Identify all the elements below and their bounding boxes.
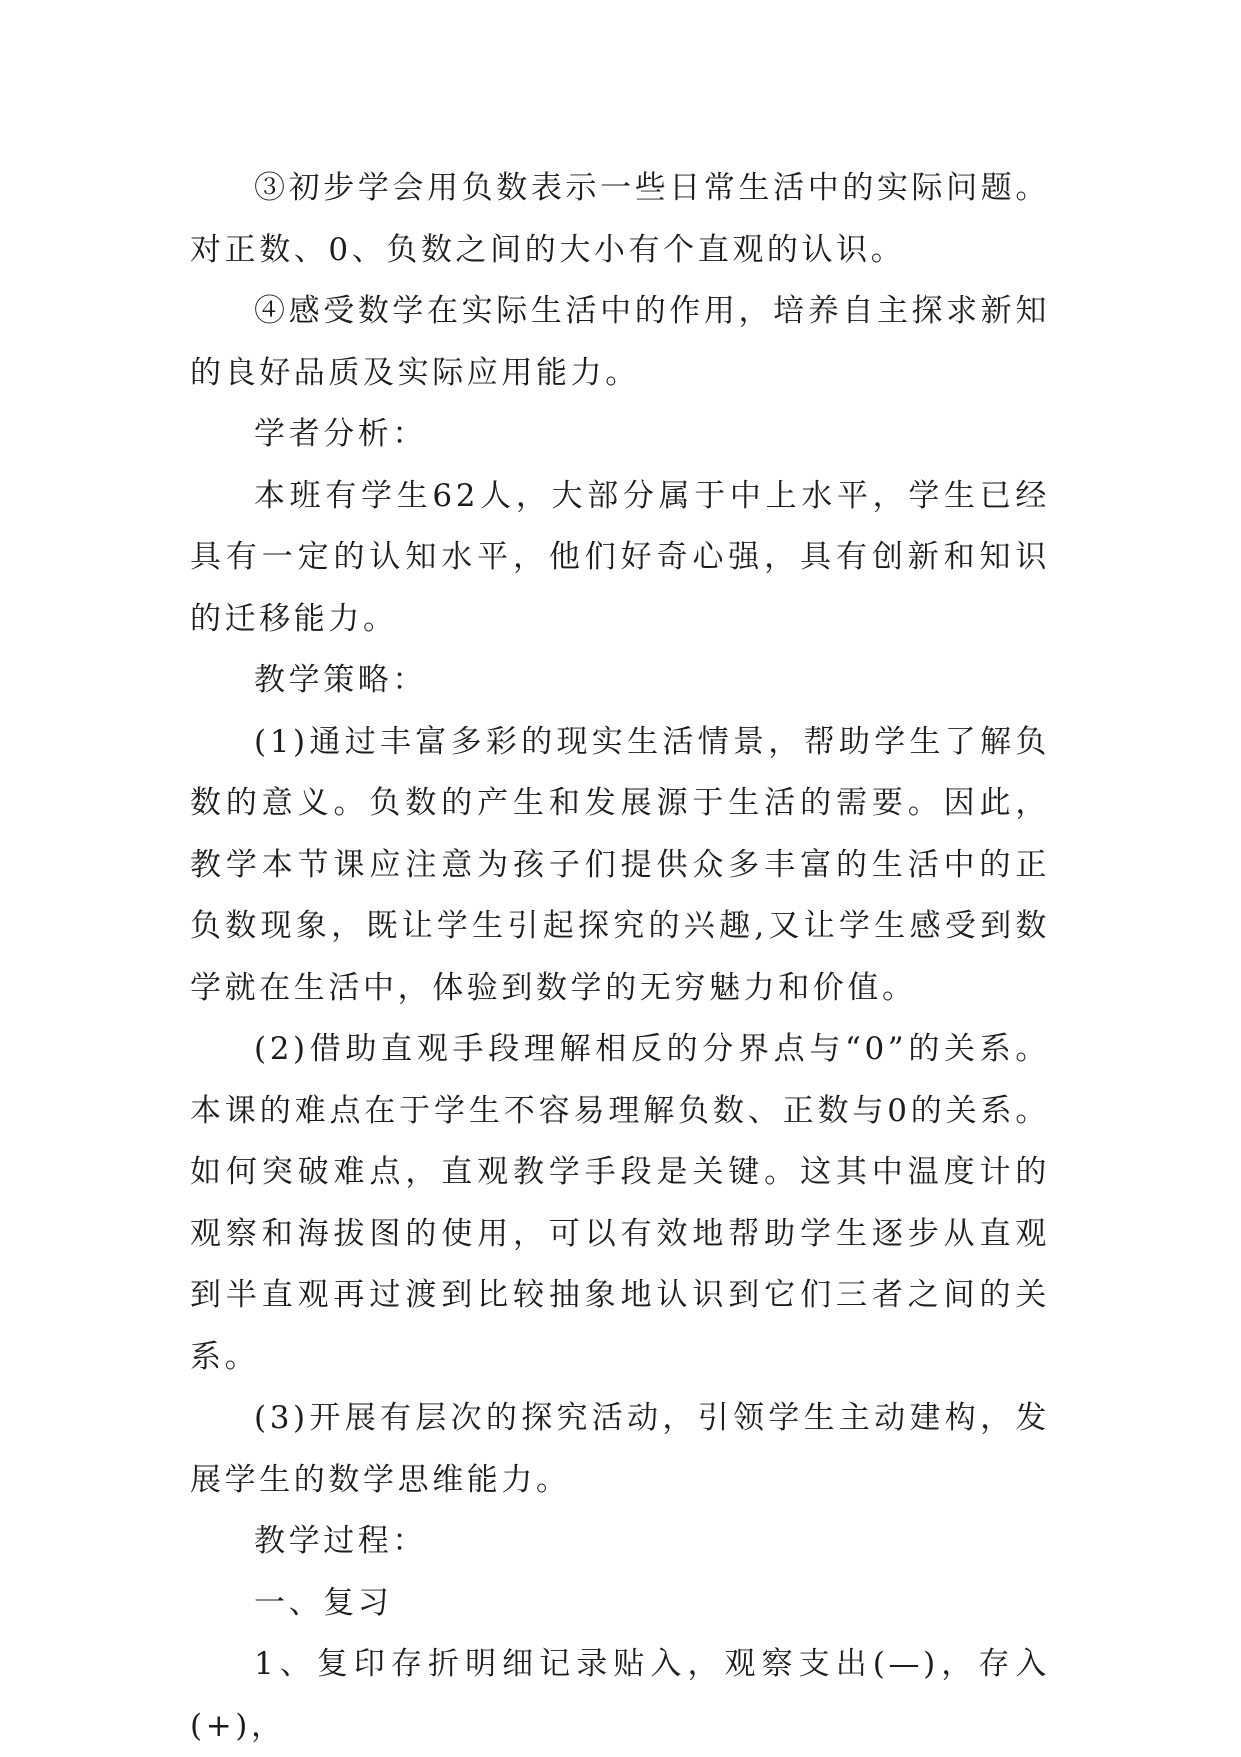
heading-review: 一、复习 <box>254 1584 393 1621</box>
paragraph-review-step-1: 1、复印存折明细记录贴入，观察支出(—)，存入(+)， <box>190 1646 1050 1744</box>
paragraph-strategy-3: (3)开展有层次的探究活动，引领学生主动建构，发展学生的数学思维能力。 <box>190 1400 1050 1498</box>
heading-learner-analysis: 学者分析： <box>254 416 427 452</box>
heading-teaching-process: 教学过程： <box>254 1523 427 1559</box>
paragraph-strategy-1: (1)通过丰富多彩的现实生活情景，帮助学生了解负数的意义。负数的产生和发展源于生活的需要。因此，教学本节课应注意为孩子们提供众多丰富的生活中的正负数现象，既让学生引起探究的兴趣,又让学生感受到数学就在生活中，体验到数学的无穷魅力和价值。 <box>190 723 1050 1006</box>
paragraph-strategy-2: (2)借助直观手段理解相反的分界点与“0”的关系。本课的难点在于学生不容易理解负数、正数与0的关系。如何突破难点，直观教学手段是关键。这其中温度计的观察和海拔图的使用，可以有效地帮助学生逐步从直观到半直观再过渡到比较抽象地认识到它们三者之间的关系。 <box>190 1031 1050 1375</box>
document-body <box>190 158 1050 1757</box>
heading-teaching-strategy: 教学策略： <box>254 662 427 698</box>
paragraph-learner-analysis: 本班有学生62人，大部分属于中上水平，学生已经具有一定的认知水平，他们好奇心强，具有创新和知识的迁移能力。 <box>190 477 1050 637</box>
paragraph-objective-4: ④感受数学在实际生活中的作用，培养自主探求新知的良好品质及实际应用能力。 <box>190 293 1050 391</box>
paragraph-objective-3: ③初步学会用负数表示一些日常生活中的实际问题。对正数、0、负数之间的大小有个直观的认识。 <box>190 170 1050 268</box>
